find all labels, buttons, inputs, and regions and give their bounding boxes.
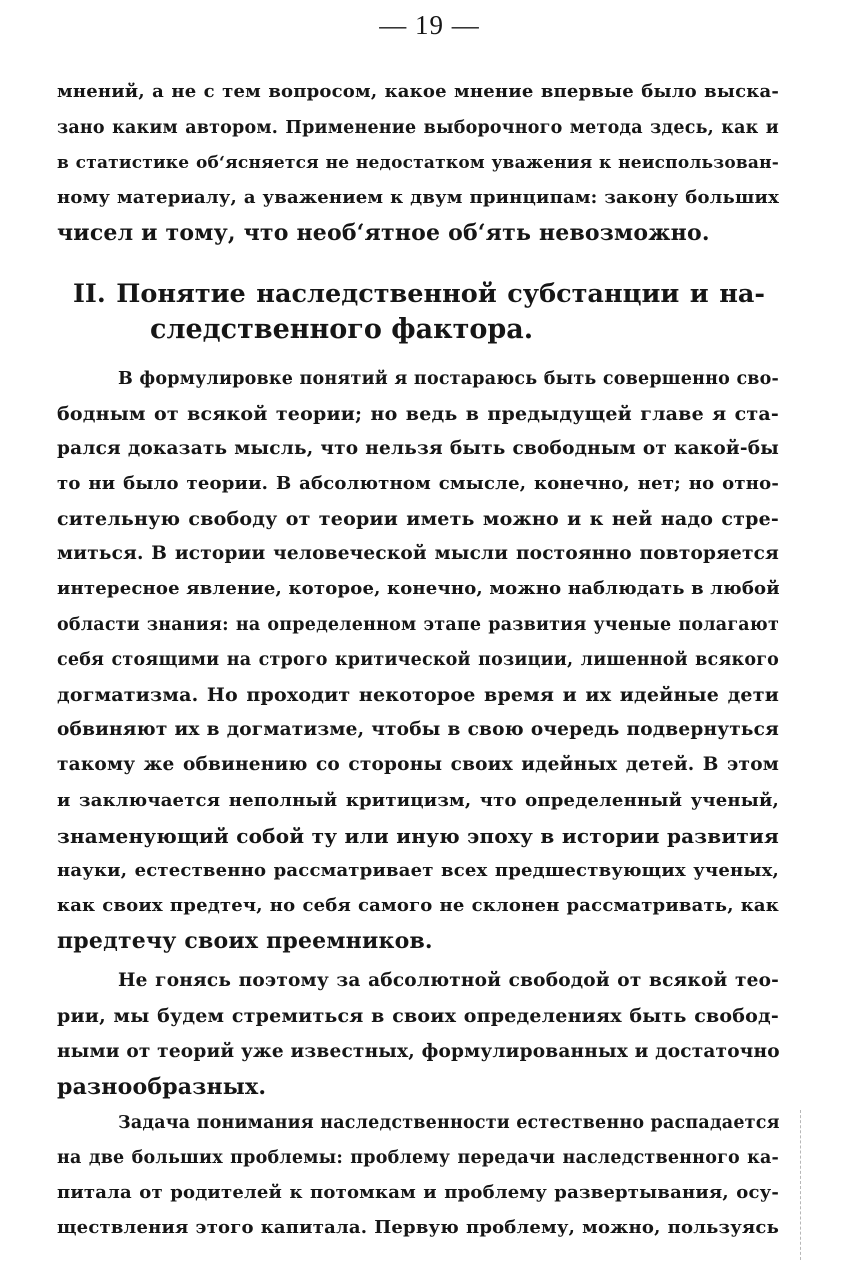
text-line: разнообразных. bbox=[57, 1074, 267, 1100]
text-line: сительную свободу от теории иметь можно и к ней надо стре- bbox=[57, 508, 779, 530]
text-line: ществления этого капитала. Первую проблему, можно, пользуясь bbox=[57, 1217, 779, 1238]
scan-margin-mark bbox=[800, 1110, 801, 1260]
text-line: ному материалу, а уважением к двум принципам: закону больших bbox=[57, 187, 779, 208]
text-line: на две больших проблемы: проблему передачи наследственного ка- bbox=[57, 1148, 779, 1168]
text-line: мнений, а не с тем вопросом, какое мнение впервые было выска- bbox=[57, 81, 779, 102]
page-number: — 19 — bbox=[379, 10, 480, 40]
text-line: обвиняют их в догматизме, чтобы в свою очередь подвернуться bbox=[57, 719, 779, 740]
text-line: предтечу своих преемников. bbox=[57, 928, 433, 954]
heading-line: следственного фактора. bbox=[150, 314, 534, 345]
text-line: чисел и тому, что необ‘ятное об‘ять невозможно. bbox=[57, 220, 710, 246]
text-line: науки, естественно рассматривает всех предшествующих ученых, bbox=[57, 860, 779, 881]
heading-line: II. Понятие наследственной субстанции и на- bbox=[73, 279, 765, 309]
text-line: как своих предтеч, но себя самого не склонен рассматривать, как bbox=[57, 895, 779, 916]
text-line: в статистике об‘ясняется не недостатком уважения к неиспользован- bbox=[57, 153, 779, 173]
text-line: интересное явление, которое, конечно, можно наблюдать в любой bbox=[57, 578, 780, 599]
text-line: и заключается неполный критицизм, что определенный ученый, bbox=[57, 790, 779, 811]
text-line: В формулировке понятий я постараюсь быть совершенно сво- bbox=[118, 369, 779, 389]
text-line: то ни было теории. В абсолютном смысле, конечно, нет; но отно- bbox=[57, 473, 779, 494]
text-line: бодным от всякой теории; но ведь в предыдущей главе я ста- bbox=[57, 403, 779, 425]
text-line: питала от родителей к потомкам и проблему развертывания, осу- bbox=[57, 1182, 779, 1203]
text-line: себя стоящими на строго критической позиции, лишенной всякого bbox=[57, 650, 779, 670]
text-line: рался доказать мысль, что нельзя быть свободным от какой-бы bbox=[57, 438, 779, 459]
text-line: знаменующий собой ту или иную эпоху в истории развития bbox=[57, 824, 779, 848]
text-line: Не гонясь поэтому за абсолютной свободой от всякой тео- bbox=[118, 970, 779, 991]
text-line: догматизма. Но проходит некоторое время и их идейные дети bbox=[57, 684, 779, 706]
text-line: миться. В истории человеческой мысли постоянно повторяется bbox=[57, 543, 779, 564]
text-line: Задача понимания наследственности естественно распадается bbox=[118, 1113, 780, 1133]
text-line: зано каким автором. Применение выборочного метода здесь, как и bbox=[57, 118, 779, 138]
text-line: ными от теорий уже известных, формулированных и достаточно bbox=[57, 1041, 780, 1062]
text-line: рии, мы будем стремиться в своих определениях быть свобод- bbox=[57, 1005, 779, 1027]
text-line: такому же обвинению со стороны своих идейных детей. В этом bbox=[57, 754, 779, 775]
text-line: области знания: на определенном этапе развития ученые полагают bbox=[57, 615, 779, 635]
